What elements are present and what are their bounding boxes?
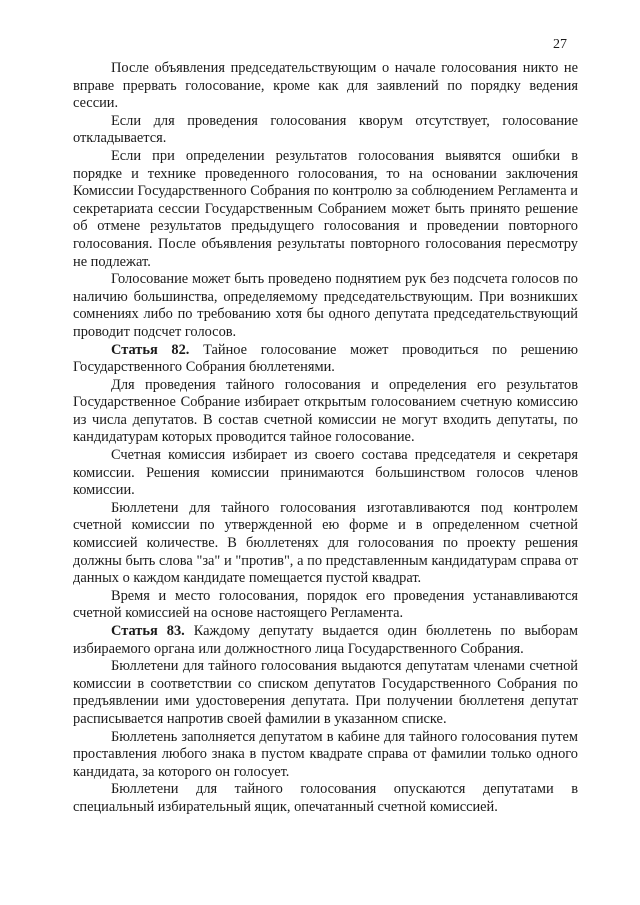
paragraph-text: Счетная комиссия избирает из своего состава председателя и секретаря комиссии. Решения комиссии принимаются большинством голосов членов комиссии.: [73, 447, 578, 499]
paragraph: [73, 271, 578, 341]
paragraph: [73, 588, 578, 623]
document-body: [73, 60, 578, 817]
page-number: 27: [553, 37, 567, 52]
paragraph: [73, 148, 578, 271]
paragraph-text: Бюллетень заполняется депутатом в кабине для тайного голосования путем проставления любого знака в пустом квадрате справа от фамилии только одного кандидата, за которого он голосует.: [73, 728, 578, 780]
paragraph: [73, 113, 578, 148]
paragraph-text: Бюллетени для тайного голосования изготавливаются под контролем счетной комиссии по утвержденной ею форме и в определенном счетной комиссией количестве. В бюллетенях для голосования по проекту решения должны быть слова "за" и "против", а по представленным кандидатурам справа от данных о каждом кандидате помещается пустой квадрат.: [73, 499, 578, 587]
paragraph: [73, 729, 578, 782]
paragraph-text: Тайное голосование может проводиться по решению Государственного Собрания бюллетенями.: [73, 341, 578, 376]
paragraph-text: Если для проведения голосования кворум отсутствует, голосование откладывается.: [73, 112, 578, 147]
paragraph: [73, 500, 578, 588]
article-paragraph: [73, 342, 578, 377]
article-label: Статья 83.: [111, 623, 185, 639]
paragraph: [73, 447, 578, 500]
paragraph-text: Бюллетени для тайного голосования опускаются депутатами в специальный избирательный ящик, опечатанный счетной комиссией.: [73, 781, 578, 815]
paragraph-text: После объявления председательствующим о начале голосования никто не вправе прервать голосование, кроме как для заявлений по порядку ведения сессии.: [73, 60, 578, 112]
paragraph-text: Если при определении результатов голосования выявятся ошибки в порядке и технике проведенного голосования, то на основании заключения Комиссии Государственного Собрания по контролю за соблюдением Регламента и секретариата сессии Государственным Собранием может быть принято решение об отмене результатов предыдущего голосования и проведении повторного голосования. После объявления результаты повторного голосования пересмотру не подлежат.: [73, 147, 578, 270]
paragraph: [73, 377, 578, 447]
paragraph: [73, 658, 578, 728]
paragraph: [73, 60, 578, 113]
paragraph-text: Бюллетени для тайного голосования выдаются депутатам членами счетной комиссии в соответствии со списком депутатов Государственного Собрания по предъявлении ими удостоверения депутата. При получении бюллетеня депутат расписывается напротив своей фамилии в указанном списке.: [73, 658, 578, 727]
article-paragraph: [73, 623, 578, 658]
paragraph-text: Для проведения тайного голосования и определения его результатов Государственное Собрание избирает открытым голосованием счетную комиссию из числа депутатов. В состав счетной комиссии не могут входить депутаты, по кандидатурам которых проводится тайное голосование.: [73, 376, 578, 446]
paragraph-text: Время и место голосования, порядок его проведения устанавливаются счетной комиссией на основе настоящего Регламента.: [73, 587, 578, 622]
paragraph-text: Голосование может быть проведено поднятием рук без подсчета голосов по наличию большинства, определяемому председательствующим. При возникших сомнениях либо по требованию хотя бы одного депутата председательствующий проводит подсчет голосов.: [73, 271, 578, 340]
paragraph: [73, 781, 578, 816]
paragraph-text: Каждому депутату выдается один бюллетень по выборам избираемого органа или должностного лица Государственного Собрания.: [73, 623, 578, 657]
article-label: Статья 82.: [111, 341, 190, 358]
